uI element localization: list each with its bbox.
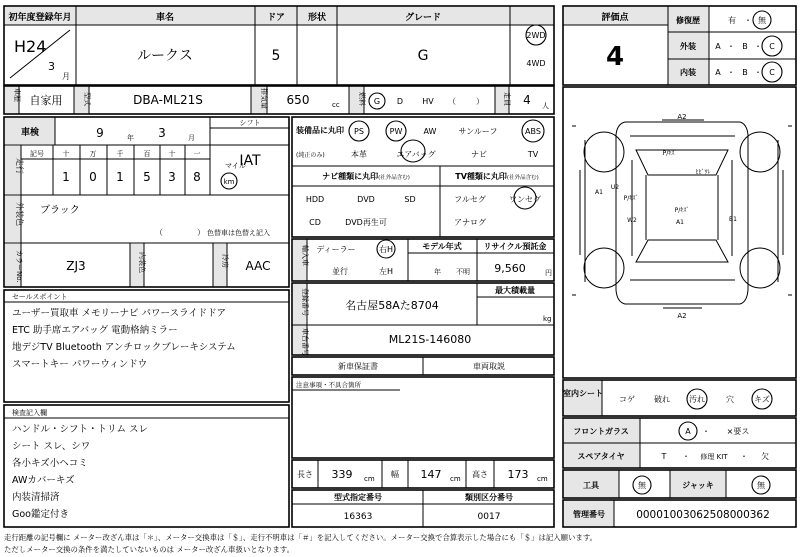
first-reg-month: 3	[48, 60, 55, 73]
mileage-col-sen: 千	[116, 150, 124, 158]
sales-point-line: ユーザー買取車 メモリーナビ パワースライドドア	[12, 308, 226, 319]
inspector-note-line: AWカバーキズ	[12, 475, 75, 486]
inspection-month: 3	[158, 126, 166, 140]
aircon-value: AAC	[245, 259, 271, 273]
grade-value: G	[417, 48, 429, 64]
windshield-crack: ×要ス	[726, 427, 750, 436]
spare-sep: ・	[682, 452, 690, 461]
shift-label: シフト	[239, 119, 261, 127]
damage-mark: A2	[677, 113, 687, 121]
recycle-value: 9,560	[494, 262, 526, 275]
score-value: 4	[605, 42, 625, 72]
management-no-value: 00001003062508000362	[636, 509, 770, 521]
max-load-unit: kg	[543, 315, 552, 323]
damage-mark: A1	[676, 219, 684, 226]
inspector-note-line: Goo鑑定付き	[12, 509, 69, 520]
interior-color-label: 内装色	[138, 252, 146, 273]
color-no-value: ZJ3	[66, 259, 86, 273]
usage-value: 自家用	[29, 94, 63, 107]
navi-type-label: ナビ種類に丸印(社外品含む)	[322, 172, 410, 181]
vehicle-manual: 車両取説	[473, 362, 505, 371]
spare-none: 欠	[761, 452, 769, 461]
mileage-col-juman: 十	[62, 150, 70, 158]
import-right: 右H	[378, 245, 394, 254]
exterior-label: 外装	[680, 42, 696, 51]
damage-mark: ﾋﾋﾞﾜﾚ	[695, 169, 711, 176]
type-designation-value: 16363	[343, 512, 373, 522]
drive-2wd: 2WD	[526, 31, 546, 40]
displacement-value: 650	[286, 93, 310, 107]
inspection-year-unit: 年	[127, 134, 134, 142]
equip-ps: PS	[354, 127, 364, 136]
registration-value: 名古屋58Aた8704	[345, 299, 439, 312]
management-no-label: 管理番号	[573, 510, 605, 519]
car-name-value: ルークス	[137, 48, 193, 64]
displacement-label: 排気量	[260, 88, 268, 109]
mileage-digit: 0	[89, 170, 97, 184]
capacity-unit: 人	[542, 102, 549, 110]
import-dealer: ディーラー	[316, 245, 356, 254]
inspector-note-line: シート スレ、シワ	[12, 441, 91, 452]
chassis-value: ML21S-146080	[388, 333, 472, 346]
equip-abs: ABS	[525, 127, 541, 136]
damage-mark: A1	[595, 189, 603, 196]
mileage-col-hyaku: 百	[143, 150, 151, 158]
tools-label: 工具	[583, 481, 599, 490]
interior-dots: ・	[754, 68, 762, 77]
tools-value: 無	[638, 481, 646, 490]
damage-mark: W2	[627, 217, 637, 224]
aircon-label: 冷房	[221, 254, 229, 268]
damage-mark: P/ｷｽﾞ	[623, 195, 639, 202]
interior-label: 内装	[680, 68, 696, 77]
first-reg-year: H24	[14, 37, 47, 56]
capacity-value: 4	[523, 93, 531, 107]
capacity-label: 定員	[503, 92, 511, 106]
length-value: 339	[331, 468, 353, 481]
color-note-paren-open: （	[155, 228, 163, 237]
import-left: 左H	[378, 267, 394, 276]
type-designation-label: 型式指定番号	[334, 493, 382, 502]
spare-kit: 修理 KIT	[700, 453, 728, 461]
first-reg-label: 初年度登録年月	[8, 13, 72, 23]
spare-tire-label: スペアタイヤ	[577, 452, 625, 461]
footer-note: ただしメーター交換の条件を満たしていないものは メーター改ざん車扱いとなります。	[4, 545, 294, 554]
category-no-label: 類別区分番号	[465, 493, 513, 502]
windshield-label: フロントガラス	[573, 427, 629, 436]
grade-label: グレード	[404, 13, 442, 23]
exterior-a: A	[715, 42, 721, 51]
equip-sunroof: サンルーフ	[458, 127, 498, 136]
damage-mark: B1	[729, 216, 737, 223]
windshield-a: A	[685, 427, 691, 436]
repair-history-label: 修復歴	[676, 16, 700, 25]
sales-point-line: ETC 助手席エアバッグ 電動格納ミラー	[12, 325, 178, 336]
fuel-d: D	[396, 97, 404, 106]
equipment-label: 装備品に丸印	[296, 126, 344, 135]
inspector-notes-label: 検査記入欄	[12, 409, 47, 417]
recycle-label: リサイクル預託金	[483, 242, 547, 251]
width-unit: cm	[450, 475, 461, 483]
interior-a: A	[715, 68, 721, 77]
first-reg-month-unit: 月	[62, 72, 70, 81]
equip-pw: PW	[389, 127, 403, 136]
model-year-unit: 年	[434, 268, 441, 276]
inspection-month-unit: 月	[188, 134, 195, 142]
navi-cd: CD	[309, 218, 321, 227]
equip-tv: TV	[527, 150, 539, 159]
seat-scratch: キズ	[754, 395, 770, 404]
interior-c: C	[769, 68, 775, 77]
registration-label: 登録番号	[301, 288, 309, 316]
mileage-digit: 3	[168, 170, 176, 184]
interior-b: B	[742, 68, 748, 77]
seat-tear: 破れ	[654, 395, 670, 404]
color-value: ブラック	[40, 205, 80, 216]
shift-value: IAT	[239, 153, 261, 169]
inspector-note-line: ハンドル・シフト・トリム スレ	[12, 424, 149, 435]
inspector-note-line: 各小キズ小ヘコミ	[12, 458, 88, 469]
mileage-digit: 8	[193, 170, 201, 184]
repair-yes: 有	[728, 16, 736, 25]
car-name-label: 車名	[155, 13, 175, 23]
mileage-digit: 5	[143, 170, 151, 184]
equip-navi: ナビ	[471, 150, 487, 159]
navi-sd: SD	[404, 195, 416, 204]
mileage-col-ichi: 一	[193, 150, 201, 158]
mileage-digit: 1	[116, 170, 124, 184]
jack-label: ジャッキ	[682, 481, 714, 490]
mileage-digit: 1	[62, 170, 70, 184]
seat-burn: コゲ	[619, 395, 635, 404]
height-value: 173	[507, 468, 529, 481]
color-note-paren-close: ）	[197, 228, 205, 237]
drive-4wd: 4WD	[526, 59, 546, 68]
doors-label: ドア	[267, 13, 285, 23]
interior-dots: ・	[727, 68, 735, 77]
inspection-label: 車検	[20, 128, 40, 138]
import-label: 輸入車	[301, 245, 309, 266]
color-no-label: カラーNo.	[15, 250, 23, 283]
fuel-g: G	[373, 97, 381, 106]
displacement-unit: cc	[332, 101, 340, 109]
inspection-year: 9	[96, 126, 104, 140]
mileage-label: 走行	[15, 158, 24, 174]
mileage-km: km	[223, 178, 235, 186]
navi-dvd-play: DVD再生可	[345, 218, 387, 227]
tv-oneseg: ワンセグ	[509, 195, 541, 204]
seat-stain: 汚れ	[689, 395, 705, 404]
fuel-paren-open: （	[448, 97, 456, 106]
navi-hdd: HDD	[305, 195, 325, 204]
category-no-value: 0017	[477, 512, 501, 522]
equip-aw: AW	[423, 127, 437, 136]
sales-points-label: セールスポイント	[12, 293, 68, 301]
model-label: 型式	[83, 92, 91, 106]
navi-dvd: DVD	[357, 195, 375, 204]
sales-point-line: 地デジTV Bluetooth アンチロックブレーキシステム	[12, 342, 236, 353]
model-year-label: モデル年式	[422, 242, 462, 251]
spare-sep: ・	[740, 452, 748, 461]
seat-hole: 穴	[726, 395, 734, 404]
height-unit: cm	[537, 475, 548, 483]
jack-value: 無	[757, 481, 765, 490]
damage-mark: P/ｷｽﾞ	[662, 150, 678, 157]
mileage-mile-label: マイル	[225, 162, 246, 170]
new-warranty: 新車保証書	[338, 362, 378, 371]
import-parallel: 並行	[332, 267, 348, 276]
model-year-value: 不明	[456, 268, 470, 276]
exterior-dots: ・	[727, 42, 735, 51]
chassis-label: 車台番号	[301, 328, 309, 356]
height-label: 高さ	[472, 470, 488, 479]
repair-no: 無	[758, 16, 766, 25]
equip-airbag: エアバッグ	[396, 150, 436, 159]
mileage-col-ju: 十	[168, 150, 176, 158]
car-diagram	[572, 120, 792, 308]
exterior-b: B	[742, 42, 748, 51]
windshield-sep: ・	[702, 427, 710, 436]
mileage-col-man: 万	[89, 150, 97, 158]
shape-label: 形状	[307, 13, 327, 23]
tv-analog: アナログ	[454, 218, 486, 227]
fuel-paren-close: ）	[476, 97, 484, 106]
sales-point-line: スマートキー パワーウィンドウ	[12, 359, 148, 370]
length-unit: cm	[364, 475, 375, 483]
damage-mark: A2	[677, 312, 687, 320]
color-note: 色替車は色替え記入	[207, 229, 270, 237]
footer-note: 走行距離の記号欄に メーター改ざん車は「＊」、メーター交換車は「＄」、走行不明車は「＃」を記入してください。メーター交換で合算表示した場合にも「＄」は記入願います。	[4, 533, 598, 542]
fuel-hv: HV	[422, 97, 434, 106]
width-label: 幅	[391, 470, 399, 479]
repair-sep: ・	[744, 16, 752, 25]
fuel-label: 燃料	[358, 92, 366, 106]
tv-type-label: TV種類に丸印(社外品含む)	[455, 172, 539, 181]
inspector-note-line: 内装清掃済	[12, 492, 60, 503]
mileage-mark-label: 記号	[30, 150, 44, 158]
room-seat-label: 室内シート	[563, 389, 603, 398]
width-value: 147	[420, 468, 442, 481]
spare-t: T	[661, 452, 667, 461]
equipment-sub: (純正のみ)	[296, 152, 325, 159]
exterior-c: C	[769, 42, 775, 51]
recycle-unit: 円	[545, 269, 552, 277]
notes-label: 注意事項・不具合箇所	[296, 381, 361, 389]
max-load-label: 最大積載量	[495, 286, 535, 295]
usage-label: 車歴	[13, 88, 21, 102]
damage-mark: P/ｷｽﾞ	[674, 207, 690, 214]
model-value: DBA-ML21S	[133, 93, 203, 107]
length-label: 長さ	[297, 470, 313, 479]
exterior-dots: ・	[754, 42, 762, 51]
color-label: 外装色	[15, 202, 24, 226]
equip-leather: 本革	[351, 150, 367, 159]
doors-value: 5	[271, 48, 281, 64]
score-label: 評価点	[601, 13, 629, 23]
damage-mark: U2	[610, 184, 620, 191]
tv-fullseg: フルセグ	[454, 195, 486, 204]
